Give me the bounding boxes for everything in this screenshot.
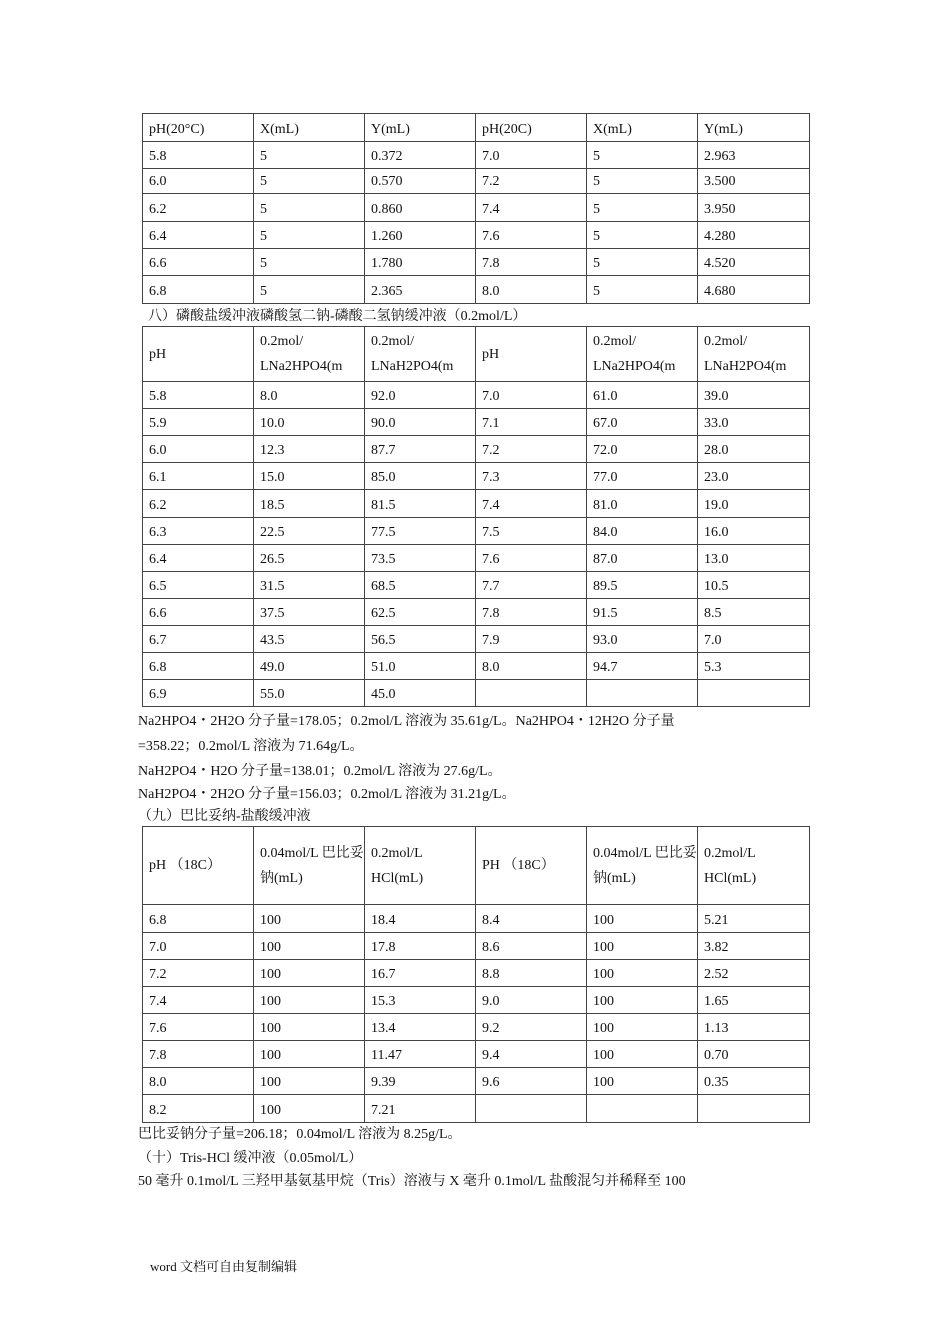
table-row bbox=[143, 142, 810, 169]
header-cell: 0.2mol/ LNa2HPO4(m bbox=[254, 327, 365, 382]
table-cell: 100 bbox=[587, 1041, 698, 1068]
tris-description: 50 毫升 0.1mol/L 三羟甲基氨基甲烷（Tris）溶液与 X 毫升 0.1mol/L 盐酸混匀并稀释至 100 bbox=[138, 1174, 686, 1189]
table-cell: 5.3 bbox=[698, 653, 810, 680]
table-row bbox=[143, 626, 810, 653]
table-cell: 8.5 bbox=[698, 599, 810, 626]
table-cell: 7.6 bbox=[476, 545, 587, 572]
table-row bbox=[143, 463, 810, 490]
table-cell: 22.5 bbox=[254, 518, 365, 545]
table-cell: 7.6 bbox=[476, 222, 587, 249]
table-cell: 6.5 bbox=[143, 572, 254, 599]
table-cell: 5 bbox=[254, 169, 365, 194]
table-cell: 100 bbox=[587, 933, 698, 960]
table-cell: 6.0 bbox=[143, 436, 254, 463]
table-cell: 6.2 bbox=[143, 194, 254, 222]
table-cell: 43.5 bbox=[254, 626, 365, 653]
table-cell: 45.0 bbox=[365, 680, 476, 707]
table-cell: 9.0 bbox=[476, 987, 587, 1014]
table-row bbox=[143, 490, 810, 518]
table-cell: 0.372 bbox=[365, 142, 476, 169]
table-cell: 8.0 bbox=[476, 653, 587, 680]
table-cell: 7.8 bbox=[476, 599, 587, 626]
table-row bbox=[143, 194, 810, 222]
header-cell: X(mL) bbox=[587, 114, 698, 142]
table-cell: 8.6 bbox=[476, 933, 587, 960]
table-cell: 100 bbox=[587, 960, 698, 987]
table-cell: 4.520 bbox=[698, 249, 810, 276]
header-cell: pH(20°C) bbox=[143, 114, 254, 142]
table-cell: 100 bbox=[587, 987, 698, 1014]
table-cell: 2.963 bbox=[698, 142, 810, 169]
table-cell bbox=[698, 680, 810, 707]
header-cell: 0.2mol/ LNaH2PO4(m bbox=[698, 327, 810, 382]
table-cell: 16.0 bbox=[698, 518, 810, 545]
table-cell: 100 bbox=[254, 960, 365, 987]
table-cell: 7.3 bbox=[476, 463, 587, 490]
table-cell: 9.4 bbox=[476, 1041, 587, 1068]
table-cell: 6.4 bbox=[143, 545, 254, 572]
table-cell: 0.570 bbox=[365, 169, 476, 194]
table-cell: 9.6 bbox=[476, 1068, 587, 1095]
table-cell: 1.65 bbox=[698, 987, 810, 1014]
header-row bbox=[143, 114, 810, 142]
section-8-title: 八）磷酸盐缓冲液磷酸氢二钠-磷酸二氢钠缓冲液（0.2mol/L） bbox=[148, 309, 527, 324]
table-cell: 26.5 bbox=[254, 545, 365, 572]
table-cell: 3.82 bbox=[698, 933, 810, 960]
table-cell: 7.2 bbox=[476, 436, 587, 463]
table-cell: 56.5 bbox=[365, 626, 476, 653]
table-cell: 10.0 bbox=[254, 409, 365, 436]
table-cell: 92.0 bbox=[365, 382, 476, 409]
table-cell: 87.0 bbox=[587, 545, 698, 572]
table-cell: 9.39 bbox=[365, 1068, 476, 1095]
header-cell: 0.2mol/ LNaH2PO4(m bbox=[365, 327, 476, 382]
table-cell: 3.950 bbox=[698, 194, 810, 222]
section-9-title: （九）巴比妥纳-盐酸缓冲液 bbox=[138, 809, 311, 824]
table-cell: 7.0 bbox=[476, 382, 587, 409]
table-cell: 85.0 bbox=[365, 463, 476, 490]
table-cell: 100 bbox=[254, 1041, 365, 1068]
table-barbital-buffer bbox=[142, 826, 810, 1123]
section-10-title: （十）Tris-HCl 缓冲液（0.05mol/L） bbox=[138, 1151, 363, 1166]
note-line: NaH2PO4・H2O 分子量=138.01；0.2mol/L 溶液为 27.6g/L。 bbox=[138, 764, 502, 779]
table-row bbox=[143, 382, 810, 409]
table-cell: 5 bbox=[587, 194, 698, 222]
table-cell: 81.0 bbox=[587, 490, 698, 518]
table-cell: 8.0 bbox=[254, 382, 365, 409]
table-cell: 19.0 bbox=[698, 490, 810, 518]
table-cell: 72.0 bbox=[587, 436, 698, 463]
table-cell: 5 bbox=[254, 276, 365, 304]
header-cell: pH （18C） bbox=[143, 827, 254, 905]
table-row bbox=[143, 518, 810, 545]
header-cell: pH bbox=[143, 327, 254, 382]
table-row bbox=[143, 249, 810, 276]
table-cell: 91.5 bbox=[587, 599, 698, 626]
table-cell: 68.5 bbox=[365, 572, 476, 599]
table-cell: 8.8 bbox=[476, 960, 587, 987]
table-phosphate-buffer bbox=[142, 326, 810, 707]
table-cell: 11.47 bbox=[365, 1041, 476, 1068]
table-cell: 49.0 bbox=[254, 653, 365, 680]
table-cell: 6.7 bbox=[143, 626, 254, 653]
header-cell: Y(mL) bbox=[365, 114, 476, 142]
table-cell: 100 bbox=[587, 1014, 698, 1041]
table-cell: 62.5 bbox=[365, 599, 476, 626]
table-row bbox=[143, 572, 810, 599]
table-cell: 81.5 bbox=[365, 490, 476, 518]
table-cell: 5.21 bbox=[698, 905, 810, 933]
table-cell: 5 bbox=[254, 194, 365, 222]
table-cell: 8.2 bbox=[143, 1095, 254, 1123]
table-cell: 7.7 bbox=[476, 572, 587, 599]
table-row bbox=[143, 276, 810, 304]
table-row bbox=[143, 680, 810, 707]
table-cell: 84.0 bbox=[587, 518, 698, 545]
table-cell: 6.1 bbox=[143, 463, 254, 490]
table-cell: 67.0 bbox=[587, 409, 698, 436]
header-cell: Y(mL) bbox=[698, 114, 810, 142]
table-row bbox=[143, 933, 810, 960]
table-cell: 18.4 bbox=[365, 905, 476, 933]
table-cell: 33.0 bbox=[698, 409, 810, 436]
table-cell: 10.5 bbox=[698, 572, 810, 599]
table-cell bbox=[476, 680, 587, 707]
table-cell: 4.680 bbox=[698, 276, 810, 304]
table-row bbox=[143, 1014, 810, 1041]
header-cell: 0.04mol/L 巴比妥钠(mL) bbox=[254, 827, 365, 905]
table-cell: 7.6 bbox=[143, 1014, 254, 1041]
table-cell: 5 bbox=[587, 249, 698, 276]
table-cell: 17.8 bbox=[365, 933, 476, 960]
table-cell: 5 bbox=[254, 249, 365, 276]
table-cell: 100 bbox=[254, 1095, 365, 1123]
table-cell: 5.9 bbox=[143, 409, 254, 436]
table-cell: 7.5 bbox=[476, 518, 587, 545]
table-1 bbox=[142, 113, 810, 304]
table-cell: 6.8 bbox=[143, 276, 254, 304]
table-cell: 7.8 bbox=[143, 1041, 254, 1068]
table-cell: 6.2 bbox=[143, 490, 254, 518]
table-cell: 7.9 bbox=[476, 626, 587, 653]
table-cell: 7.4 bbox=[143, 987, 254, 1014]
table-cell: 31.5 bbox=[254, 572, 365, 599]
table-cell: 87.7 bbox=[365, 436, 476, 463]
table-cell: 15.0 bbox=[254, 463, 365, 490]
table-cell bbox=[698, 1095, 810, 1123]
note-line: =358.22；0.2mol/L 溶液为 71.64g/L。 bbox=[138, 739, 364, 754]
table-cell: 89.5 bbox=[587, 572, 698, 599]
header-cell: 0.2mol/ LNa2HPO4(m bbox=[587, 327, 698, 382]
table-row bbox=[143, 987, 810, 1014]
table-cell: 18.5 bbox=[254, 490, 365, 518]
table-cell: 100 bbox=[254, 905, 365, 933]
table-cell: 7.4 bbox=[476, 194, 587, 222]
table-cell: 7.2 bbox=[476, 169, 587, 194]
table-cell: 1.780 bbox=[365, 249, 476, 276]
table-cell bbox=[476, 1095, 587, 1123]
table-row bbox=[143, 1041, 810, 1068]
table-row bbox=[143, 169, 810, 194]
table-cell: 7.0 bbox=[476, 142, 587, 169]
table-cell: 5 bbox=[587, 142, 698, 169]
table-cell: 5 bbox=[254, 142, 365, 169]
table-row bbox=[143, 545, 810, 572]
table-cell: 61.0 bbox=[587, 382, 698, 409]
table-cell bbox=[587, 1095, 698, 1123]
table-cell: 7.4 bbox=[476, 490, 587, 518]
table-cell: 5 bbox=[587, 222, 698, 249]
table-cell: 0.35 bbox=[698, 1068, 810, 1095]
table-cell: 77.5 bbox=[365, 518, 476, 545]
table-row bbox=[143, 905, 810, 933]
table-cell bbox=[587, 680, 698, 707]
header-cell: X(mL) bbox=[254, 114, 365, 142]
table-cell: 0.860 bbox=[365, 194, 476, 222]
table-cell: 5.8 bbox=[143, 142, 254, 169]
table-row bbox=[143, 599, 810, 626]
table-cell: 15.3 bbox=[365, 987, 476, 1014]
table-cell: 4.280 bbox=[698, 222, 810, 249]
note-line: Na2HPO4・2H2O 分子量=178.05；0.2mol/L 溶液为 35.61g/L。Na2HPO4・12H2O 分子量 bbox=[138, 714, 675, 729]
table-cell: 8.4 bbox=[476, 905, 587, 933]
table-cell: 39.0 bbox=[698, 382, 810, 409]
table-cell: 16.7 bbox=[365, 960, 476, 987]
table-cell: 7.0 bbox=[698, 626, 810, 653]
table-cell: 9.2 bbox=[476, 1014, 587, 1041]
table-cell: 100 bbox=[587, 1068, 698, 1095]
header-cell: pH bbox=[476, 327, 587, 382]
header-cell: PH （18C） bbox=[476, 827, 587, 905]
table-row bbox=[143, 960, 810, 987]
table-cell: 2.365 bbox=[365, 276, 476, 304]
table-cell: 5.8 bbox=[143, 382, 254, 409]
table-cell: 12.3 bbox=[254, 436, 365, 463]
table-cell: 100 bbox=[254, 933, 365, 960]
table-cell: 51.0 bbox=[365, 653, 476, 680]
table-cell: 6.9 bbox=[143, 680, 254, 707]
page-footer: word 文档可自由复制编辑 bbox=[150, 1259, 297, 1274]
table-row bbox=[143, 436, 810, 463]
header-row bbox=[143, 327, 810, 382]
table-cell: 23.0 bbox=[698, 463, 810, 490]
table-row bbox=[143, 409, 810, 436]
note-line: NaH2PO4・2H2O 分子量=156.03；0.2mol/L 溶液为 31.21g/L。 bbox=[138, 787, 516, 802]
table-cell: 6.3 bbox=[143, 518, 254, 545]
table-cell: 7.0 bbox=[143, 933, 254, 960]
table-cell: 100 bbox=[254, 1014, 365, 1041]
table-cell: 5 bbox=[587, 169, 698, 194]
header-cell: 0.2mol/L HCl(mL) bbox=[365, 827, 476, 905]
table-cell: 94.7 bbox=[587, 653, 698, 680]
table-cell: 13.4 bbox=[365, 1014, 476, 1041]
table-cell: 8.0 bbox=[476, 276, 587, 304]
table-cell: 7.2 bbox=[143, 960, 254, 987]
table-cell: 100 bbox=[254, 1068, 365, 1095]
table-cell: 5 bbox=[587, 276, 698, 304]
table-cell: 7.1 bbox=[476, 409, 587, 436]
table-cell: 7.8 bbox=[476, 249, 587, 276]
table-cell: 100 bbox=[587, 905, 698, 933]
table-cell: 13.0 bbox=[698, 545, 810, 572]
table-cell: 6.6 bbox=[143, 599, 254, 626]
table-cell: 93.0 bbox=[587, 626, 698, 653]
table-cell: 37.5 bbox=[254, 599, 365, 626]
table-row bbox=[143, 222, 810, 249]
table-row bbox=[143, 653, 810, 680]
table-cell: 55.0 bbox=[254, 680, 365, 707]
table-cell: 3.500 bbox=[698, 169, 810, 194]
table-cell: 6.8 bbox=[143, 905, 254, 933]
table-cell: 6.8 bbox=[143, 653, 254, 680]
table-row bbox=[143, 1068, 810, 1095]
header-cell: 0.04mol/L 巴比妥钠(mL) bbox=[587, 827, 698, 905]
table-cell: 0.70 bbox=[698, 1041, 810, 1068]
table-cell: 8.0 bbox=[143, 1068, 254, 1095]
table-cell: 6.4 bbox=[143, 222, 254, 249]
table-cell: 1.260 bbox=[365, 222, 476, 249]
table-cell: 6.0 bbox=[143, 169, 254, 194]
barbital-note: 巴比妥钠分子量=206.18；0.04mol/L 溶液为 8.25g/L。 bbox=[138, 1127, 462, 1142]
header-cell: pH(20C) bbox=[476, 114, 587, 142]
table-cell: 77.0 bbox=[587, 463, 698, 490]
table-cell: 28.0 bbox=[698, 436, 810, 463]
table-cell: 5 bbox=[254, 222, 365, 249]
table-cell: 73.5 bbox=[365, 545, 476, 572]
table-cell: 6.6 bbox=[143, 249, 254, 276]
table-cell: 90.0 bbox=[365, 409, 476, 436]
header-cell: 0.2mol/L HCl(mL) bbox=[698, 827, 810, 905]
table-cell: 2.52 bbox=[698, 960, 810, 987]
table-cell: 7.21 bbox=[365, 1095, 476, 1123]
header-row bbox=[143, 827, 810, 905]
table-cell: 1.13 bbox=[698, 1014, 810, 1041]
table-row bbox=[143, 1095, 810, 1123]
table-cell: 100 bbox=[254, 987, 365, 1014]
